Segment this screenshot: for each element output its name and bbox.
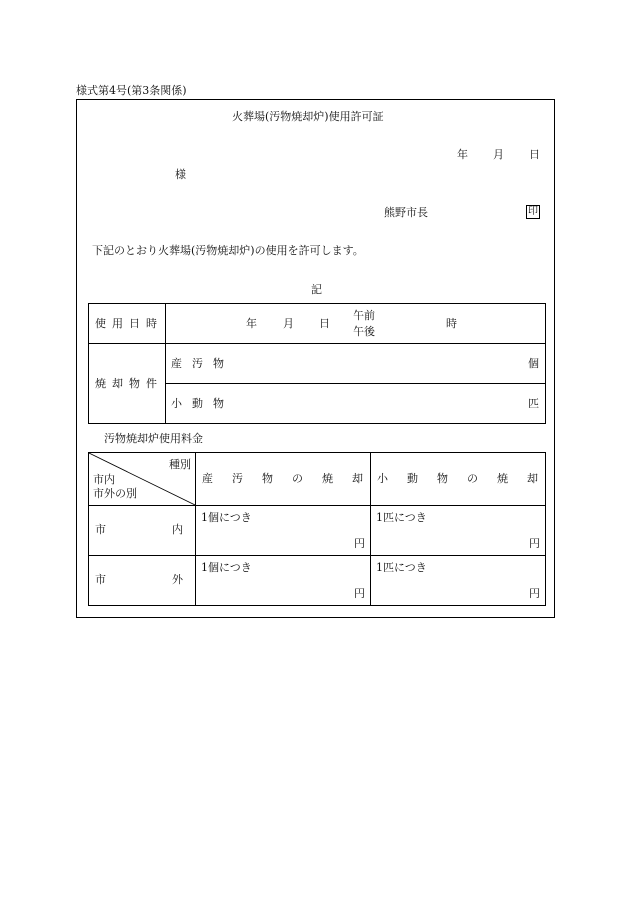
item-row [166, 344, 546, 384]
fee-row-label: 市外 [95, 573, 249, 586]
usage-hour: 時 [446, 317, 457, 330]
fee-cell [371, 506, 546, 556]
seal-mark: 印 [528, 206, 538, 217]
usage-pm: 午後 [353, 325, 375, 338]
addressee-suffix: 様 [175, 168, 186, 181]
datetime-label-cell [89, 304, 166, 344]
yen-unit: 円 [529, 587, 540, 600]
items-label-cell [89, 344, 166, 424]
fee-per-unit: 1匹につき [376, 511, 427, 524]
item-row [166, 384, 546, 424]
usage-table [88, 303, 546, 424]
fee-row-label: 市内 [95, 523, 249, 536]
usage-am: 午前 [353, 309, 375, 322]
fee-per-unit: 1個につき [201, 561, 252, 574]
fee-per-unit: 1匹につき [376, 561, 427, 574]
issuer-name: 熊野市長 [384, 206, 428, 219]
item-unit: 個 [528, 357, 539, 370]
fee-col-header [196, 453, 382, 506]
item-label: 小動物 [171, 397, 234, 410]
yen-unit: 円 [354, 587, 365, 600]
form-number: 様式第4号(第3条関係) [76, 84, 187, 97]
date-day: 日 [529, 148, 540, 161]
yen-unit: 円 [354, 537, 365, 550]
date-month: 月 [493, 148, 504, 161]
permit-statement: 下記のとおり火葬場(汚物焼却炉)の使用を許可します。 [92, 244, 364, 257]
fee-cell [371, 556, 546, 606]
date-year: 年 [457, 148, 468, 161]
ki-heading: 記 [311, 283, 322, 296]
document-title: 火葬場(汚物焼却炉)使用許可証 [232, 110, 384, 123]
corner-region-label: 市内 [93, 473, 115, 486]
corner-type-label: 種別 [169, 458, 191, 471]
yen-unit: 円 [529, 537, 540, 550]
usage-day: 日 [319, 317, 330, 330]
item-unit: 匹 [528, 397, 539, 410]
fee-section-title: 汚物焼却炉使用料金 [104, 432, 203, 445]
item-label: 産汚物 [171, 357, 234, 370]
usage-year: 年 [246, 317, 257, 330]
datetime-value-cell [166, 304, 546, 344]
fee-cell [196, 506, 371, 556]
items-label: 焼却物件 [95, 377, 163, 390]
fee-corner-cell [89, 453, 196, 506]
col-header-label: 産汚物の焼却 [202, 472, 382, 485]
fee-cell [196, 556, 371, 606]
fee-table [88, 452, 557, 606]
col-header-label: 小動物の焼却 [377, 472, 557, 485]
usage-month: 月 [283, 317, 294, 330]
fee-per-unit: 1個につき [201, 511, 252, 524]
corner-region-label-2: 市外の別 [93, 487, 137, 500]
fee-col-header [371, 453, 557, 506]
datetime-label: 使用日時 [95, 317, 163, 330]
